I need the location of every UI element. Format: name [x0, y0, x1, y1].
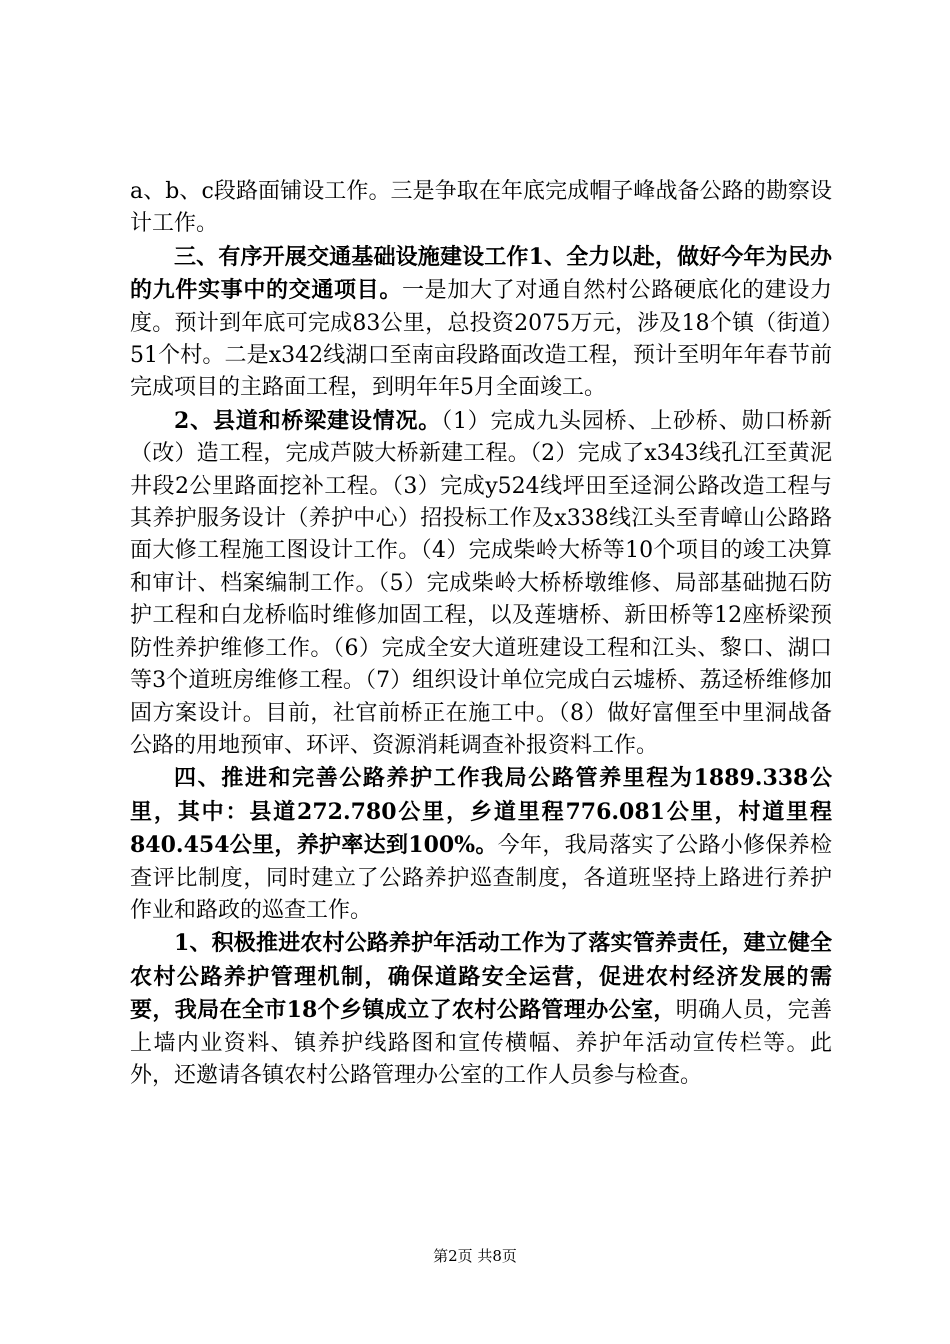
- paragraph-5-heading: 1、积极推进农村公路养护年活动工作为了落实管养责任，建立健全农村公路养护管理机制，确保道路安全运营，促进农村经济发展的需要，我局在全市18个乡镇成立了农村公路管理办公室，: [130, 930, 832, 1024]
- paragraph-2-heading: 三、有序开展交通基础设施建设工作1、全力以赴，做好今年为民办的九件实事中的交通项目。: [130, 243, 832, 304]
- paragraph-1: [130, 176, 832, 241]
- paragraph-2: [130, 241, 832, 405]
- paragraph-4: [130, 762, 832, 927]
- paragraph-3-heading: 2、县道和桥梁建设情况。: [174, 407, 442, 434]
- paragraph-1-text: a、b、c段路面铺设工作。三是争取在年底完成帽子峰战备公路的勘察设计工作。: [130, 179, 832, 237]
- paragraph-4-text: 今年，我局落实了公路小修保养检查评比制度，同时建立了公路养护巡查制度，各道班坚持上路进行养护作业和路政的巡查工作。: [130, 833, 832, 923]
- paragraph-2-text: 一是加大了对通自然村公路硬底化的建设力度。预计到年底可完成83公里，总投资2075万元，涉及18个镇（街道）51个村。二是x342线湖口至南亩段路面改造工程，预计至明年年春节前完成项目的主路面工程，到明年年5月全面竣工。: [130, 278, 832, 401]
- paragraph-3-text: （1）完成九头园桥、上砂桥、勋口桥新（改）造工程，完成芦陂大桥新建工程。（2）完成了x343线孔江至黄泥井段2公里路面挖补工程。（3）完成y524线坪田至迳洞公路改造工程与其养护服务设计（养护中心）招投标工作及x338线江头至青嶂山公路路面大修工程施工图设计工作。（4）完成柴岭大桥等10个项目的竣工决算和审计、档案编制工作。（5）完成柴岭大桥桥墩维修、局部基础抛石防护工程和白龙桥临时维修加固工程，以及莲塘桥、新田桥等12座桥梁预防性养护维修工作。（6）完成全安大道班建设工程和江头、黎口、湖口等3个道班房维修工程。（7）组织设计单位完成白云墟桥、荔迳桥维修加固方案设计。目前，社官前桥正在施工中。（8）做好富俚至中里洞战备公路的用地预审、环评、资源消耗调查补报资料工作。: [130, 408, 833, 758]
- paragraph-3: [130, 405, 832, 762]
- paragraph-5: [130, 927, 832, 1092]
- page-number-footer: 第2页 共8页: [433, 1247, 517, 1265]
- body-text: [130, 176, 832, 1092]
- paragraph-5-text: 明确人员，完善上墙内业资料、镇养护线路图和宣传横幅、养护年活动宣传栏等。此外，还邀请各镇农村公路管理办公室的工作人员参与检查。: [130, 998, 832, 1088]
- paragraph-4-heading: 四、推进和完善公路养护工作我局公路管养里程为1889.338公里，其中：县道272.780公里，乡道里程776.081公里，村道里程840.454公里，养护率达到100%。: [130, 765, 832, 859]
